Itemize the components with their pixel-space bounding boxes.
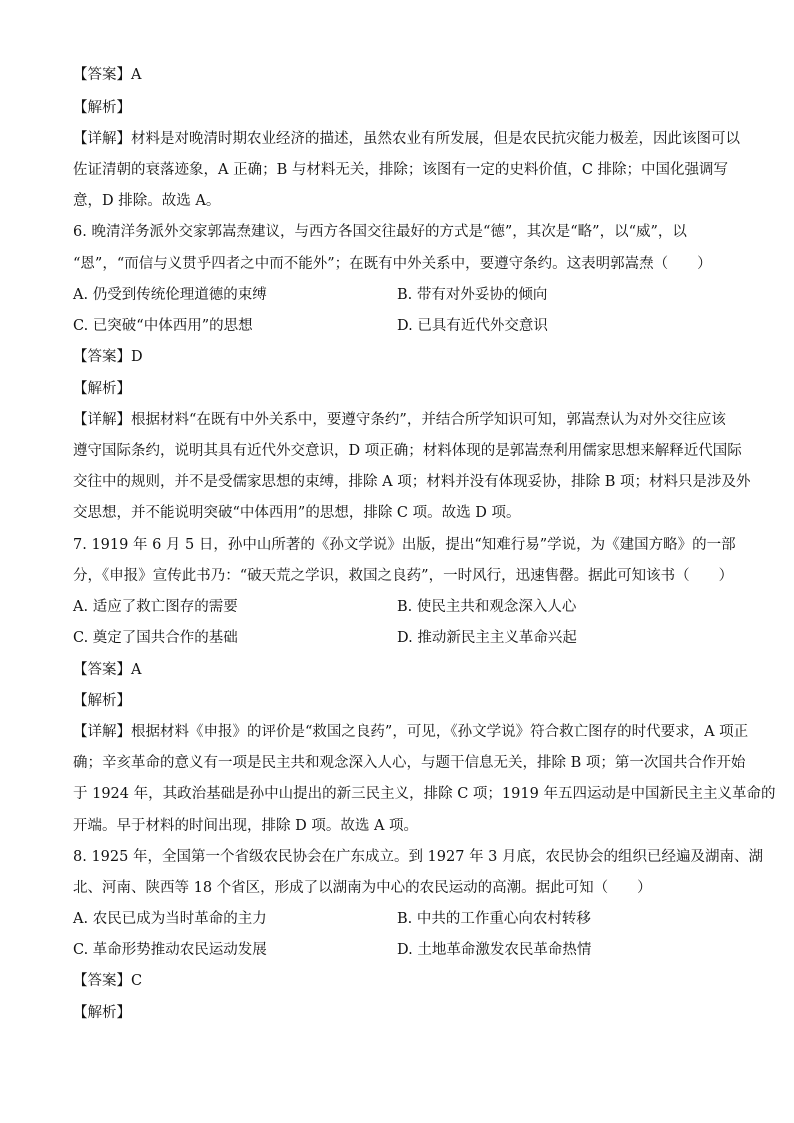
q6-detail-line-1: 【详解】根据材料“在既有中外关系中，要遵守条约”，并结合所学知识可知，郭嵩焘认为对外交往应该: [73, 412, 726, 428]
q7-option-c: C. 奠定了国共合作的基础: [73, 630, 238, 646]
q8-option-b: B. 中共的工作重心向农村转移: [397, 911, 591, 927]
q8-option-c: C. 革命形势推动农民运动发展: [73, 942, 267, 958]
q6-detail-line-2: 遵守国际条约，说明其具有近代外交意识，D 项正确；材料体现的是郭嵩焘利用儒家思想来解释近代国际: [73, 443, 742, 459]
q5-detail-line-1: 【详解】材料是对晚清时期农业经济的描述，虽然农业有所发展，但是农民抗灾能力极差，因此该图可以: [73, 131, 740, 147]
q6-stem-line-1: 6. 晚清洋务派外交家郭嵩焘建议，与西方各国交往最好的方式是“德”，其次是“略”，以“威”，以: [73, 224, 687, 240]
q7-option-d: D. 推动新民主主义革命兴起: [397, 630, 577, 646]
q7-stem-line-1: 7. 1919 年 6 月 5 日，孙中山所著的《孙文学说》出版，提出“知难行易”学说，为《建国方略》的一部: [73, 537, 736, 553]
q6-analysis-label: 【解析】: [73, 381, 131, 397]
q6-option-b: B. 带有对外妥协的倾向: [397, 287, 548, 303]
q8-option-d: D. 土地革命激发农民革命热情: [397, 942, 592, 958]
q6-answer: 【答案】D: [73, 349, 143, 365]
q5-analysis-label: 【解析】: [73, 100, 131, 116]
q6-stem-line-2: “恩”，“而信与义贯乎四者之中而不能外”；在既有中外关系中，要遵守条约。这表明郭嵩焘（ ）: [73, 256, 712, 272]
q8-analysis-label: 【解析】: [73, 1005, 131, 1021]
q7-detail-line-4: 开端。早于材料的时间出现，排除 D 项。故选 A 项。: [73, 818, 419, 834]
q8-option-a: A. 农民已成为当时革命的主力: [73, 911, 267, 927]
q5-detail-line-3: 意，D 排除。故选 A。: [73, 193, 221, 209]
q8-stem-line-2: 北、河南、陕西等 18 个省区，形成了以湖南为中心的农民运动的高潮。据此可知（ ）: [73, 880, 652, 896]
q7-analysis-label: 【解析】: [73, 693, 131, 709]
q8-stem-line-1: 8. 1925 年，全国第一个省级农民协会在广东成立。到 1927 年 3 月底，农民协会的组织已经遍及湖南、湖: [73, 849, 764, 865]
q8-answer: 【答案】C: [73, 973, 143, 989]
q7-detail-line-1: 【详解】根据材料《申报》的评价是“救国之良药”，可见，《孙文学说》符合救亡图存的时代要求，A 项正: [73, 724, 749, 740]
q7-detail-line-3: 于 1924 年，其政治基础是孙中山提出的新三民主义，排除 C 项；1919 年五四运动是中国新民主主义革命的: [73, 786, 776, 802]
q6-detail-line-3: 交往中的规则，并不是受儒家思想的束缚，排除 A 项；材料并没有体现妥协，排除 B 项；材料只是涉及外: [73, 474, 751, 490]
q7-detail-line-2: 确；辛亥革命的意义有一项是民主共和观念深入人心，与题干信息无关，排除 B 项；第一次国共合作开始: [73, 755, 746, 771]
q5-answer: 【答案】A: [73, 67, 142, 83]
q7-option-b: B. 使民主共和观念深入人心: [397, 599, 577, 615]
q7-option-a: A. 适应了救亡图存的需要: [73, 599, 238, 615]
q7-answer: 【答案】A: [73, 662, 142, 678]
q6-detail-line-4: 交思想，并不能说明突破“中体西用”的思想，排除 C 项。故选 D 项。: [73, 505, 521, 521]
q6-option-d: D. 已具有近代外交意识: [397, 318, 548, 334]
q5-detail-line-2: 佐证清朝的衰落迹象，A 正确；B 与材料无关，排除；该图有一定的史料价值，C 排除；中国化强调写: [73, 162, 729, 178]
q6-option-c: C. 已突破“中体西用”的思想: [73, 318, 253, 334]
q7-stem-line-2: 分，《申报》宣传此书乃：“破天荒之学识，救国之良药”，一时风行，迅速售罄。据此可知该书（ ）: [73, 568, 734, 584]
q6-option-a: A. 仍受到传统伦理道德的束缚: [73, 287, 267, 303]
